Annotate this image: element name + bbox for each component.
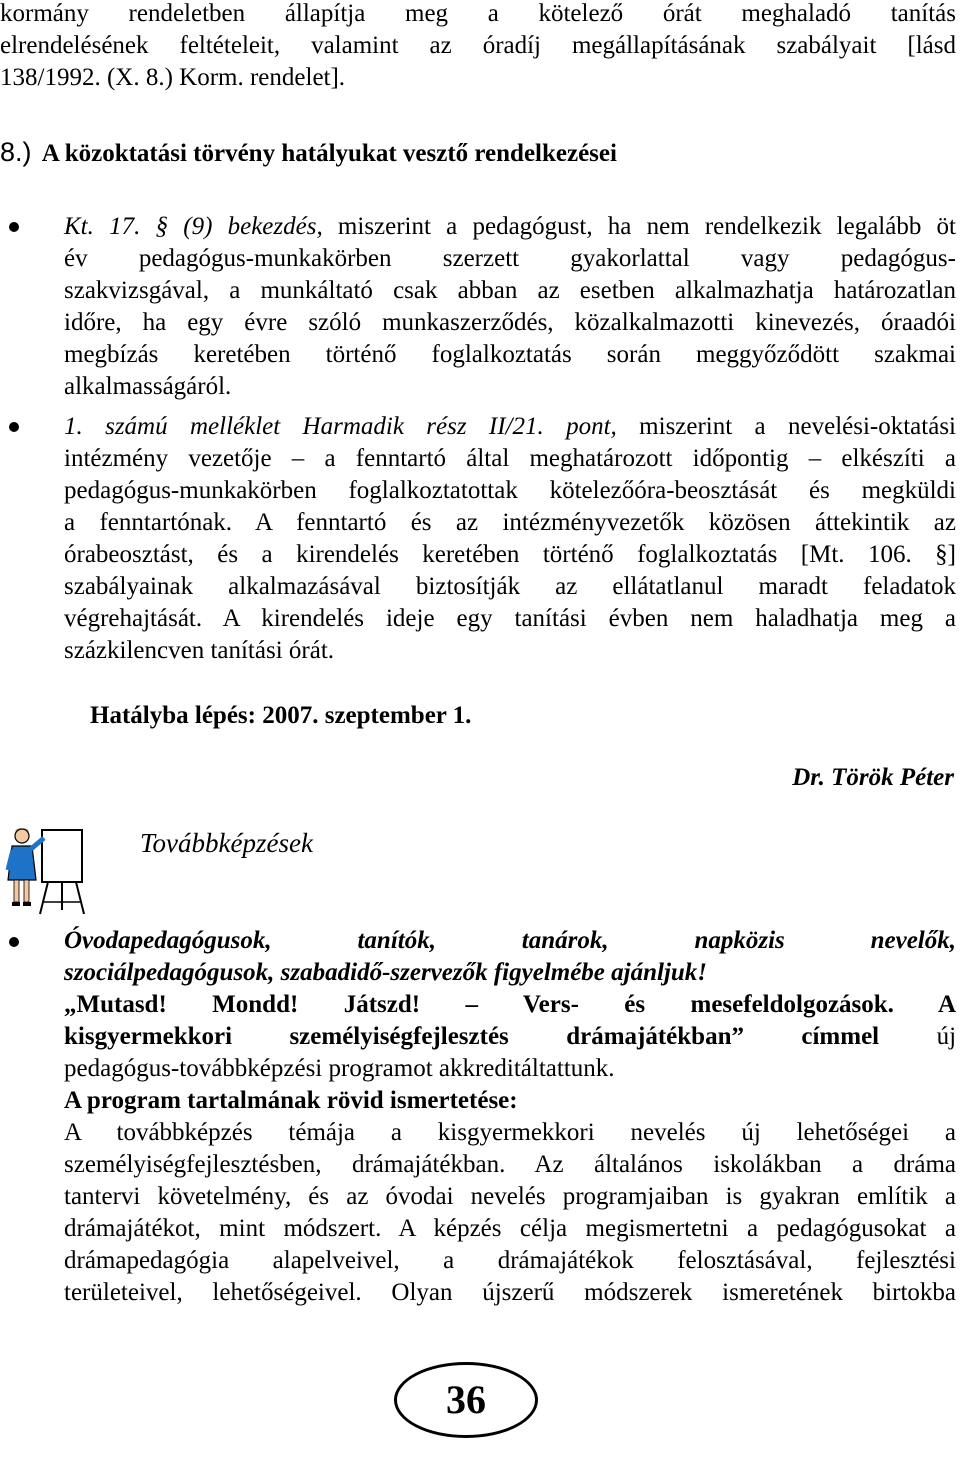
bullet1-line-4: időre, ha egy évre szóló munkaszerződés, közalkalmazotti kinevezés, óraadói bbox=[64, 309, 956, 336]
bullet2-line-4: a fenntartónak. A fenntartó és az intézményvezetők közösen áttekintik az bbox=[64, 509, 956, 536]
legal-reference: Kt. 17. § (9) bekezdés, bbox=[64, 213, 323, 240]
summary-line-6: területeivel, lehetőségeivel. Olyan újszerű módszerek ismeretének birtokba bbox=[64, 1279, 956, 1306]
bullet2-line-2: intézmény vezetője – a fenntartó által meghatározott időpontig – elkészíti a bbox=[64, 445, 956, 472]
continuing-education-title: Továbbképzések bbox=[140, 828, 313, 858]
bullet-dot bbox=[9, 222, 19, 232]
bullet-item-program bbox=[64, 925, 956, 1309]
bullet-item-kt17 bbox=[64, 211, 956, 403]
bullet2-line-7: végrehajtását. A kirendelés ideje egy tanítási évben nem haladhatja meg a bbox=[64, 605, 956, 632]
teacher-at-flipchart-icon bbox=[4, 822, 104, 918]
bullet2-line-5: órabeosztást, és a kirendelés keretében történő foglalkoztatás [Mt. 106. §] bbox=[64, 541, 956, 568]
program-summary-heading: A program tartalmának rövid ismertetése: bbox=[64, 1087, 518, 1114]
bullet1-line-3: szakvizsgával, a munkáltató csak abban az esetben alkalmazhatja határozatlan bbox=[64, 277, 956, 304]
bullet1-line-5: megbízás keretében történő foglalkoztatás során meggyőződött szakmai bbox=[64, 341, 956, 368]
summary-line-5: drámapedagógia alapelveivel, a drámajátékok felosztásával, fejlesztési bbox=[64, 1247, 956, 1274]
effective-date: Hatályba lépés: 2007. szeptember 1. bbox=[90, 702, 472, 729]
program-title-line-1: „Mutasd! Mondd! Játszd! – Vers- és mesefeldolgozások. A bbox=[64, 991, 956, 1018]
intro-line-2-text: elrendelésének feltételeit, valamint az óradíj megállapításának szabályait [lásd bbox=[0, 32, 956, 59]
bullet2-line-3: pedagógus-munkakörben foglalkoztatottak kötelezőóra-beosztását és megküldi bbox=[64, 477, 956, 504]
page-number bbox=[394, 1362, 538, 1438]
bullet2-line-6: szabályainak alkalmazásával biztosítják az ellátatlanul maradt feladatok bbox=[64, 573, 956, 600]
bullet-item-annex bbox=[64, 411, 956, 667]
section-title: A közoktatási törvény hatályukat vesztő rendelkezései bbox=[41, 140, 617, 167]
intro-line-3: 138/1992. (X. 8.) Korm. rendelet]. bbox=[0, 64, 346, 91]
intro-line-2 bbox=[0, 30, 956, 62]
author-signature: Dr. Török Péter bbox=[792, 764, 954, 791]
summary-line-1: A továbbképzés témája a kisgyermekkori nevelés új lehetőségei a bbox=[64, 1119, 956, 1146]
page-number-text: 36 bbox=[446, 1377, 486, 1422]
intro-line-1: kormány rendeletben állapítja meg a kötelező órát meghaladó tanítás bbox=[0, 0, 956, 27]
summary-line-4: drámajátékot, mint módszert. A képzés célja megismertetni a pedagógusokat a bbox=[64, 1215, 956, 1242]
summary-line-3: tantervi követelmény, és az óvodai nevelés programjaiban is gyakran említik a bbox=[64, 1183, 956, 1210]
bullet2-line-8: százkilencven tanítási órát. bbox=[64, 637, 335, 664]
audience-line-1: Óvodapedagógusok, tanítók, tanárok, napközis nevelők, bbox=[64, 927, 956, 954]
legal-reference: 1. számú melléklet Harmadik rész II/21. pont, bbox=[64, 413, 617, 440]
program-title-line-2: kisgyermekkori személyiségfejlesztés drámajátékban” címmel új bbox=[64, 1023, 957, 1050]
bullet1-line-6: alkalmasságáról. bbox=[64, 373, 232, 400]
bullet1-line-2: év pedagógus-munkakörben szerzett gyakorlattal vagy pedagógus- bbox=[64, 245, 956, 272]
bullet-dot bbox=[9, 937, 19, 947]
accreditation-line: pedagógus-továbbképzési programot akkreditáltattunk. bbox=[64, 1055, 615, 1082]
audience-line-2: szociálpedagógusok, szabadidő-szervezők figyelmébe ajánljuk! bbox=[64, 959, 708, 986]
summary-line-2: személyiségfejlesztésben, drámajátékban. Az általános iskolákban a dráma bbox=[64, 1151, 956, 1178]
section-number: 8.) bbox=[0, 137, 32, 167]
section-heading bbox=[0, 136, 617, 170]
bullet1-line-1: Kt. 17. § (9) bekezdés, miszerint a pedagógust, ha nem rendelkezik legalább öt bbox=[64, 213, 956, 240]
intro-paragraph bbox=[0, 0, 956, 94]
bullet2-line-1: 1. számú melléklet Harmadik rész II/21. pont, miszerint a nevelési-oktatási bbox=[64, 413, 956, 440]
bullet-dot bbox=[9, 422, 19, 432]
